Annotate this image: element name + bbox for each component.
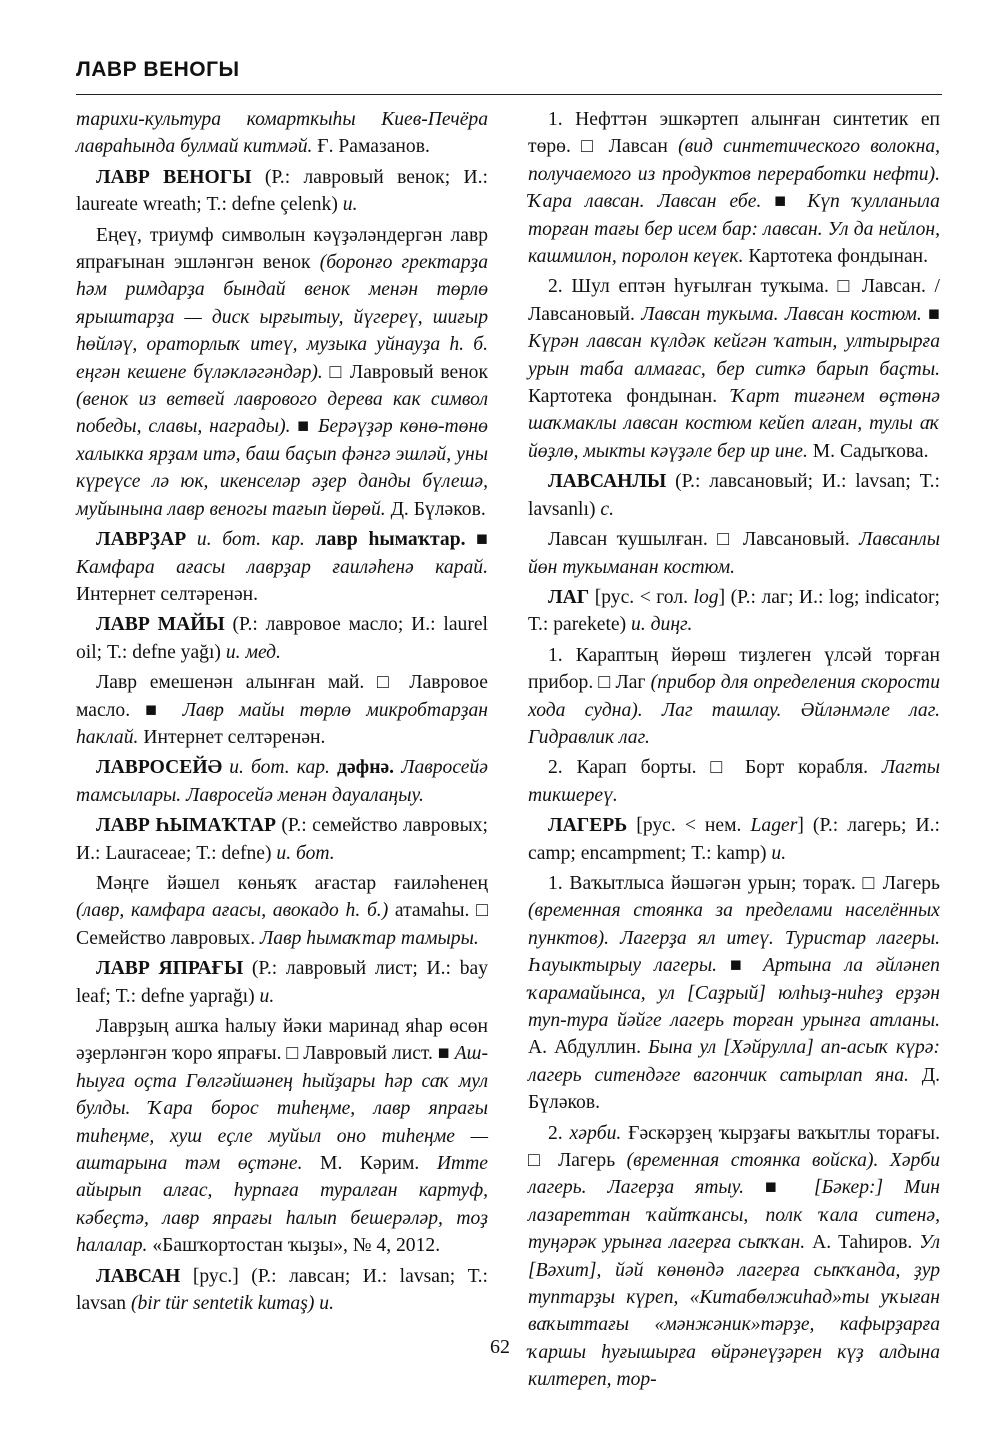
italic-text: Итте айырып алғас, һурпаға туралған картуф, кәбеҫтә, лавр япрағы һалып бешерәләр, тоҙ һалалар. xyxy=(76,1153,488,1257)
dictionary-entry-paragraph xyxy=(528,870,940,1117)
headword: ЛАВРҘАР xyxy=(96,529,187,551)
text-run: 1. Караптың йөрөш тиҙлеген үлсәй торған прибор. □ Лаг xyxy=(528,644,940,694)
italic-text: (bir tür sentetik kumaş) xyxy=(130,1293,315,1315)
text-run: [рус.] (Р.: лавсан; И.: lavsan; Т.: lavsan xyxy=(76,1265,488,1315)
text-run: Д. Бүләков. xyxy=(385,498,486,520)
dictionary-entry-paragraph xyxy=(528,642,940,752)
text-run: Лаврҙың ашҡа һалыу йәки маринад яһар өсөн әҙерләнгән ҡоро япрағы. □ Лавровый лист. ■ xyxy=(76,1016,488,1065)
italic-text: и. бот. xyxy=(276,842,335,864)
italic-text: (временная стоянка войска). Хәрби лагерь. Лагерҙа ятыу. xyxy=(528,1150,940,1199)
text-run: А. Таһиров. xyxy=(805,1232,920,1254)
italic-text: и. xyxy=(771,842,787,864)
headword: ЛАВР ҺЫМАҠТАР xyxy=(96,815,276,837)
italic-text: хәрби. xyxy=(569,1122,622,1144)
text-run: Интернет селтәренән. xyxy=(76,583,259,605)
dictionary-entry-paragraph xyxy=(76,106,488,161)
italic-text: и. бот. кар. xyxy=(222,757,330,779)
italic-text: (вид синтетического волокна, получаемого из продуктов переработки нефти). Ҡара лавсан. Лавсан ебе. xyxy=(528,136,941,213)
dictionary-entry-paragraph xyxy=(76,1013,488,1260)
italic-text: и. мед. xyxy=(225,641,281,663)
text-run: (Р.: семейство лавровых; И.: Lauraceae; Т.: defne) xyxy=(76,815,488,864)
text-run: ■ xyxy=(921,303,940,325)
headword: ЛАВРОСЕЙӘ xyxy=(96,757,223,779)
headword: лавр һымаҡтар. xyxy=(304,529,466,551)
italic-text: Лавсан тукыма. Лавсан костюм. xyxy=(641,303,922,325)
text-run: [рус. < нем. xyxy=(627,815,751,837)
text-run: 2. Шул ептән һуғылған туҡыма. □ Лавсан. / Лавсановый. xyxy=(528,276,940,325)
text-run: Д. Бүләков. xyxy=(528,1064,941,1114)
text-run: М. Кәрим. xyxy=(302,1153,437,1175)
dictionary-entry-paragraph xyxy=(528,812,940,867)
text-run: Мәңге йәшел көньяҡ ағастар ғаиләһенең xyxy=(96,872,488,894)
italic-text: Лавр майы төрлө микробтарҙан һаклай. xyxy=(76,699,488,748)
dictionary-entry-paragraph xyxy=(76,1263,488,1318)
text-run: Ғ. Рамазанов. xyxy=(312,136,430,158)
text-run: ■ xyxy=(290,416,318,438)
text-run: Картотека фондынан. xyxy=(743,246,929,268)
italic-text: и. диңг. xyxy=(631,614,693,636)
dictionary-entry-paragraph xyxy=(76,754,488,809)
italic-text: Күп ҡулланыла торған тағы бер исем бар: лавсан. Ул да нейлон, кашмилон, поролон кеүек. xyxy=(528,191,940,268)
text-run: 2. Карап борты. □ Борт корабля. xyxy=(548,757,882,779)
dictionary-entry-paragraph xyxy=(76,812,488,867)
text-run: □ Лавровый венок xyxy=(322,361,488,383)
text-run: М. Садыҡова. xyxy=(807,440,929,462)
text-run: атамаһы. □ Семейство лавровых. xyxy=(76,900,488,949)
text-run: 1. Ваҡытлыса йәшәгән урын; тораҡ. □ Лагерь xyxy=(548,872,940,894)
dictionary-entry-paragraph xyxy=(76,164,488,219)
header-rule xyxy=(76,94,942,95)
text-run: ] (Р.: лаг; И.: log; indicator; Т.: parekete) xyxy=(528,586,941,636)
italic-text: Бына ул [Хәйрулла] ап-асыҡ күрә: лагерь ситендәге вагончик сатырлап яна. xyxy=(528,1037,940,1086)
text-run: (Р.: лавровое масло; И.: laurel oil; Т.: defne yağı) xyxy=(76,614,488,663)
italic-text: Камфара ағасы лаврҙар ғаиләһенә карай. xyxy=(76,556,488,578)
italic-text: Күрән лавсан күлдәк кейгән ҡатын, ултырырға урын таба алмағас, бер ситкә барып баҫты. xyxy=(528,331,940,380)
headword: ЛАВСАН xyxy=(96,1265,181,1287)
text-run: (Р.: лавровый лист; И.: bay leaf; Т.: defne yaprağı) xyxy=(76,958,488,1007)
running-title: ЛАВР ВЕНОГЫ xyxy=(76,58,240,81)
italic-text: тарихи-культура комарткыһы Киев-Печёра лавраһында булмай китмәй. xyxy=(76,109,488,158)
dictionary-entry-paragraph xyxy=(528,754,940,809)
italic-text: и. xyxy=(342,194,358,216)
italic-text: Лавросейә тамсылары. Лавросейә менән дауалаңыу. xyxy=(76,757,488,806)
italic-text: Берәүҙәр көнө-төнө халыкка ярҙам итә, баш баҫып фәнгә эшләй, уны күреүсе лә юк, икенселәр әҙер данды бүлешә, муйынына лавр веногы тағып йөрөй. xyxy=(76,416,488,520)
dictionary-entry-paragraph xyxy=(528,106,940,270)
italic-text: (лавр, камфара ағасы, авокадо һ. б.) xyxy=(76,900,389,922)
text-run: ■ xyxy=(744,1177,814,1199)
italic-text: Ул [Вәхит], йәй көнөндә лагерға сыҡҡанда, ҙур туптарҙы күреп, «Китабөлжиһад»ты уҡыған ваҡыттағы «мәнжәник»тәрҙе, кафырҙарға ҡаршы һуғышырға өйрәнеүҙәрен күҙ алдына килтереп, тор- xyxy=(528,1232,940,1391)
text-run: Картотека фондынан. xyxy=(528,386,732,408)
text-run: А. Абдуллин. xyxy=(528,1037,649,1059)
text-run: Еңеү, триумф символын кәүҙәләндергән лавр япрағынан эшләнгән венок xyxy=(76,224,488,274)
italic-text: (прибор для определения скорости хода судна). Лаг ташлау. Әйләнмәле лаг. Гидравлик лаг. xyxy=(528,672,940,748)
left-column xyxy=(76,106,488,1320)
italic-text: [Бәкер:] Мин лазареттан ҡайтҡансы, полк ҡала ситенә, туңәрәк урынға лагерға сыҡҡан. xyxy=(528,1177,940,1254)
text-run: 1. Нефттән эшкәртеп алынған синтетик еп төрө. □ Лавсан xyxy=(528,109,940,158)
text-run: (Р.: лавровый венок; И.: laureate wreath; Т.: defne çelenk) xyxy=(76,166,488,216)
dictionary-entry-paragraph xyxy=(76,955,488,1010)
dictionary-entry-paragraph xyxy=(528,526,940,581)
italic-text: Лавсанлы йөн тукыманан костюм. xyxy=(528,529,940,578)
dictionary-entry-paragraph xyxy=(76,669,488,751)
italic-text: и. xyxy=(319,1293,334,1315)
italic-text: и. бот. кар. xyxy=(186,529,305,551)
headword: ЛАГЕРЬ xyxy=(548,815,628,837)
italic-text: Аш-һыуға оҫта Гөлгәйшәнең һыйҙары һәр саҡ мул булды. Ҡара борос тиһеңме, лавр япрағы тиһеңме, хуш еҫле муйыл оно тиһеңме — аштарына тәм өҫтәне. xyxy=(76,1043,488,1175)
headword: ЛАВР МАЙЫ xyxy=(96,614,225,636)
italic-text: Лагты тикшереү. xyxy=(528,757,940,806)
italic-text: и. xyxy=(259,985,275,1007)
dictionary-entry-paragraph xyxy=(76,611,488,666)
text-run: ■ xyxy=(465,529,488,551)
dictionary-entry-paragraph xyxy=(76,870,488,952)
text-run: Интернет селтәренән. xyxy=(138,726,326,748)
italic-text: (временная стоянка за пределами населённых пунктов). Лагерҙа ял итеү. Туристар лагеры. Һауыктырыу лагеры. xyxy=(528,900,940,977)
text-run: ■ xyxy=(761,191,808,213)
dictionary-entry-paragraph xyxy=(528,584,940,639)
text-run: Ғәскәрҙең ҡырҙағы ваҡытлы торағы. □ Лагерь xyxy=(528,1122,940,1172)
dictionary-entry-paragraph xyxy=(528,273,940,465)
dictionary-entry-paragraph xyxy=(528,468,940,523)
text-run: Лавр емешенән алынған май. □ Лавровое масло. ■ xyxy=(76,672,488,721)
headword: ЛАГ xyxy=(548,586,590,608)
italic-text: с. xyxy=(600,498,614,520)
italic-text: log xyxy=(693,586,719,608)
headword: ЛАВР ВЕНОГЫ xyxy=(96,166,252,188)
text-run: «Башҡортостан ҡыҙы», № 4, 2012. xyxy=(147,1235,441,1257)
text-run: ] (Р.: лагерь; И.: camp; encampment; Т.: kamp) xyxy=(528,815,940,864)
headword: ЛАВР ЯПРАҒЫ xyxy=(96,958,244,980)
headword: ЛАВСАНЛЫ xyxy=(548,471,667,493)
right-column xyxy=(528,106,940,1397)
dictionary-entry-paragraph xyxy=(76,222,488,523)
italic-text: Lager xyxy=(750,815,798,837)
text-run: (Р.: лавсановый; И.: lavsan; Т.: lavsanlı) xyxy=(528,471,940,520)
headword: дәфнә. xyxy=(329,757,395,779)
italic-text: Артына ла әйләнеп ҡарамайынса, ул [Саҙрый] юлһыҙ-ниһеҙ ерҙән туп-тура йәйге лагерь торған урынға атланы. xyxy=(528,955,940,1031)
italic-text: (венок из ветвей лаврового дерева как символ победы, славы, награды). xyxy=(76,389,488,438)
page-number: 62 xyxy=(490,1336,510,1358)
dictionary-entry-paragraph xyxy=(76,526,488,608)
italic-text: Лавр һымаҡтар тамыры. xyxy=(260,927,479,949)
text-run: ■ xyxy=(717,955,763,977)
text-run: 2. xyxy=(548,1122,570,1144)
text-run: [рус. < гол. xyxy=(589,586,694,608)
italic-text: Ҡарт тиғәнем өҫтөнә шаҡмаклы лавсан костюм кейеп алған, тулы аҡ йөҙлө, мыкты кәүҙәле бер ир ине. xyxy=(528,386,940,462)
text-run: Лавсан ҡушылған. □ Лавсановый. xyxy=(548,529,860,551)
italic-text: (боронғо гректарҙа һәм римдарҙа бындай венок менән төрлө ярыштарҙа — диск ырғытыу, йүгереү, шиғыр һөйләү, ораторлыҡ итеү, музыка уйнауҙа һ. б. еңгән кешене бүләкләгәндәр). xyxy=(76,252,488,383)
